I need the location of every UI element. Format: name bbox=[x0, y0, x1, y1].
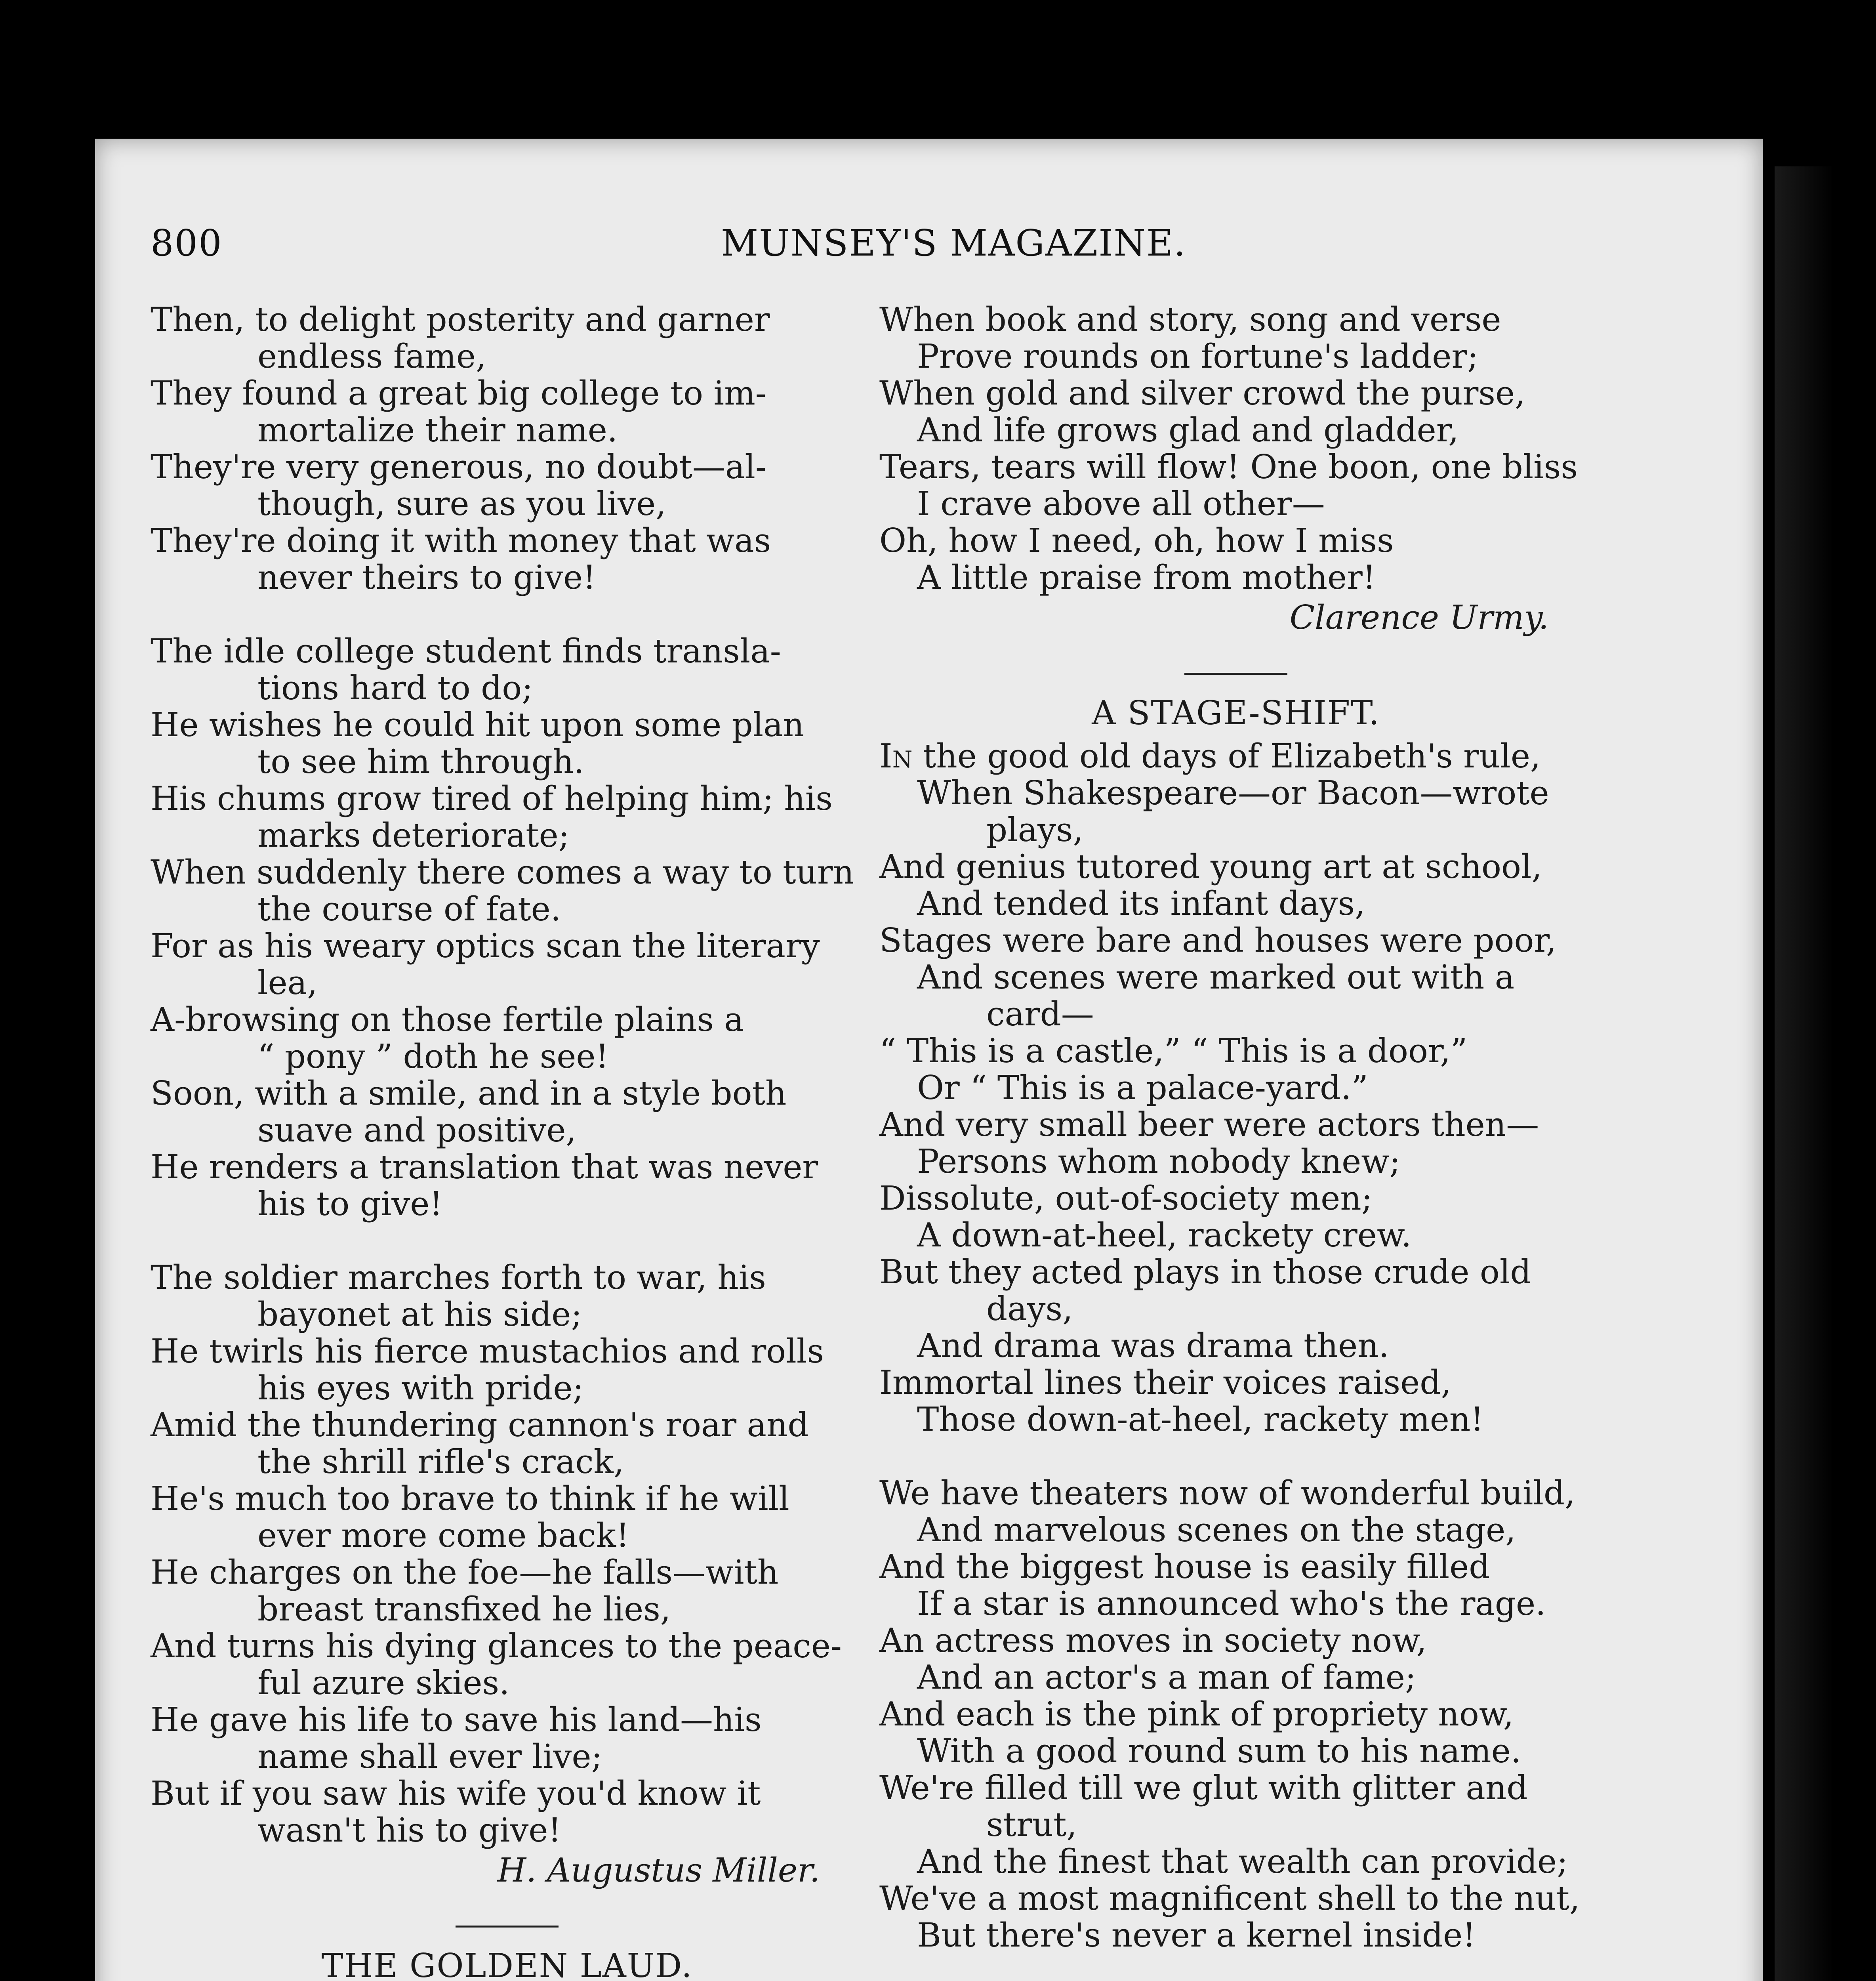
verse-line: his to give! bbox=[257, 1185, 443, 1223]
verse-line: The idle college student finds transla- bbox=[151, 632, 781, 670]
verse-line: We're filled till we glut with glitter and bbox=[879, 1769, 1528, 1807]
verse-line: Prove rounds on fortune's ladder; bbox=[917, 337, 1478, 376]
scan-edge bbox=[1775, 166, 1834, 1981]
verse-line: When Shakespeare—or Bacon—wrote bbox=[917, 774, 1549, 812]
verse-line: And very small beer were actors then— bbox=[879, 1105, 1539, 1144]
magazine-title: MUNSEY'S MAGAZINE. bbox=[721, 222, 1186, 264]
verse-line: And each is the pink of propriety now, bbox=[879, 1695, 1514, 1733]
verse-line: tions hard to do; bbox=[257, 669, 533, 707]
verse-line: marks deteriorate; bbox=[257, 816, 570, 855]
verse-line: Soon, with a smile, and in a style both bbox=[151, 1074, 787, 1113]
verse-line: never theirs to give! bbox=[257, 558, 596, 597]
left-column bbox=[151, 301, 864, 1981]
verse-line: A little praise from mother! bbox=[917, 558, 1376, 597]
verse-line: “ pony ” doth he see! bbox=[257, 1037, 609, 1076]
poem-stanza bbox=[151, 633, 864, 1222]
verse-line: bayonet at his side; bbox=[257, 1295, 582, 1334]
drop-word: In bbox=[879, 737, 913, 775]
right-column bbox=[879, 301, 1592, 1981]
verse-line: lea, bbox=[257, 964, 318, 1002]
poem-stage-shift bbox=[879, 695, 1592, 1981]
verse-line: the course of fate. bbox=[257, 890, 561, 928]
verse-line: For as his weary optics scan the literary bbox=[151, 927, 820, 965]
verse-line: Or “ This is a palace-yard.” bbox=[917, 1069, 1368, 1107]
poem-stanza bbox=[879, 738, 1592, 1438]
verse-line: And scenes were marked out with a bbox=[917, 958, 1515, 996]
verse-line: He twirls his fierce mustachios and rolls bbox=[151, 1332, 824, 1370]
poem-author: H. Augustus Miller. bbox=[497, 1851, 820, 1889]
verse-line: A down-at-heel, rackety crew. bbox=[917, 1216, 1412, 1254]
section-divider bbox=[456, 1926, 559, 1928]
verse-line: And genius tutored young art at school, bbox=[879, 847, 1542, 886]
verse-line: The soldier marches forth to war, his bbox=[151, 1258, 766, 1297]
verse-line: breast transfixed he lies, bbox=[257, 1590, 671, 1628]
verse-line: plays, bbox=[986, 811, 1084, 849]
verse-line: Amid the thundering cannon's roar and bbox=[151, 1406, 809, 1444]
verse-line: Oh, how I need, oh, how I miss bbox=[879, 521, 1394, 560]
verse-line: They're doing it with money that was bbox=[151, 521, 771, 560]
verse-line: strut, bbox=[986, 1805, 1077, 1844]
verse-line: And life grows glad and gladder, bbox=[917, 411, 1459, 449]
poem-college bbox=[151, 301, 864, 1889]
verse-line: “ This is a castle,” “ This is a door,” bbox=[879, 1032, 1468, 1070]
verse-line: card— bbox=[986, 995, 1094, 1033]
verse-line: They're very generous, no doubt—al- bbox=[151, 448, 766, 486]
page-number: 800 bbox=[151, 222, 223, 264]
verse-line-rest: the good old days of Elizabeth's rule, bbox=[912, 737, 1541, 775]
verse-line: I crave above all other— bbox=[917, 485, 1325, 523]
verse-line: They found a great big college to im- bbox=[151, 374, 766, 412]
poem-golden-laud-cont bbox=[879, 301, 1592, 636]
verse-line: We've a most magnificent shell to the nut, bbox=[879, 1879, 1580, 1918]
poem-stanza bbox=[879, 301, 1592, 636]
verse-line: Those down-at-heel, rackety men! bbox=[917, 1400, 1484, 1439]
verse-line: But there's never a kernel inside! bbox=[917, 1916, 1476, 1954]
poem-author: Clarence Urmy. bbox=[1289, 598, 1549, 637]
verse-line: Dissolute, out-of-society men; bbox=[879, 1179, 1373, 1218]
verse-line: And an actor's a man of fame; bbox=[917, 1658, 1416, 1697]
verse-line: When suddenly there comes a way to turn bbox=[151, 853, 854, 891]
verse-line: Stages were bare and houses were poor, bbox=[879, 921, 1557, 960]
verse-line: endless fame, bbox=[257, 337, 486, 376]
verse-line: When book and story, song and verse bbox=[879, 300, 1501, 339]
poem-title: THE GOLDEN LAUD. bbox=[321, 1947, 693, 1981]
verse-line: But they acted plays in those crude old bbox=[879, 1253, 1531, 1291]
verse-line bbox=[879, 738, 1592, 775]
verse-line: He charges on the foe—he falls—with bbox=[151, 1553, 779, 1592]
verse-line: He gave his life to save his land—his bbox=[151, 1700, 762, 1739]
page-header bbox=[151, 222, 1616, 273]
verse-line: suave and positive, bbox=[257, 1111, 576, 1149]
verse-line: Immortal lines their voices raised, bbox=[879, 1363, 1451, 1402]
verse-line: though, sure as you live, bbox=[257, 485, 666, 523]
verse-line: He renders a translation that was never bbox=[151, 1148, 818, 1186]
verse-line: And tended its infant days, bbox=[917, 884, 1365, 923]
verse-line: And marvelous scenes on the stage, bbox=[917, 1511, 1516, 1549]
poem-golden-laud bbox=[151, 1947, 864, 1981]
verse-line: With a good round sum to his name. bbox=[917, 1732, 1521, 1770]
poem-stanza bbox=[151, 1259, 864, 1889]
verse-line: His chums grow tired of helping him; his bbox=[151, 779, 833, 818]
poem-stanza bbox=[879, 1475, 1592, 1954]
verse-line: And the biggest house is easily filled bbox=[879, 1548, 1490, 1586]
verse-line: the shrill rifle's crack, bbox=[257, 1443, 624, 1481]
verse-line: He's much too brave to think if he will bbox=[151, 1479, 789, 1518]
verse-line: If a star is announced who's the rage. bbox=[917, 1584, 1546, 1623]
verse-line: And drama was drama then. bbox=[917, 1326, 1389, 1365]
verse-line: Persons whom nobody knew; bbox=[917, 1142, 1401, 1181]
verse-line: his eyes with pride; bbox=[257, 1369, 584, 1407]
verse-line: ful azure skies. bbox=[257, 1664, 510, 1702]
verse-line: And turns his dying glances to the peace- bbox=[151, 1627, 842, 1665]
verse-line: A-browsing on those fertile plains a bbox=[151, 1000, 744, 1039]
verse-line: An actress moves in society now, bbox=[879, 1621, 1427, 1660]
verse-line: Then, to delight posterity and garner bbox=[151, 300, 770, 339]
poem-title: A STAGE-SHIFT. bbox=[1092, 694, 1380, 732]
verse-line: But if you saw his wife you'd know it bbox=[151, 1774, 761, 1813]
verse-line: days, bbox=[986, 1290, 1073, 1328]
verse-line: He wishes he could hit upon some plan bbox=[151, 706, 805, 744]
verse-line: to see him through. bbox=[257, 742, 584, 781]
verse-line: Tears, tears will flow! One boon, one bliss bbox=[879, 448, 1578, 486]
verse-line: ever more come back! bbox=[257, 1516, 629, 1555]
poem-stanza bbox=[151, 301, 864, 596]
verse-line: We have theaters now of wonderful build, bbox=[879, 1474, 1575, 1512]
verse-line: And the finest that wealth can provide; bbox=[917, 1842, 1568, 1881]
verse-line: When gold and silver crowd the purse, bbox=[879, 374, 1525, 412]
verse-line: name shall ever live; bbox=[257, 1737, 602, 1776]
verse-line: mortalize their name. bbox=[257, 411, 618, 449]
section-divider bbox=[1184, 673, 1287, 675]
verse-line: wasn't his to give! bbox=[257, 1811, 561, 1849]
